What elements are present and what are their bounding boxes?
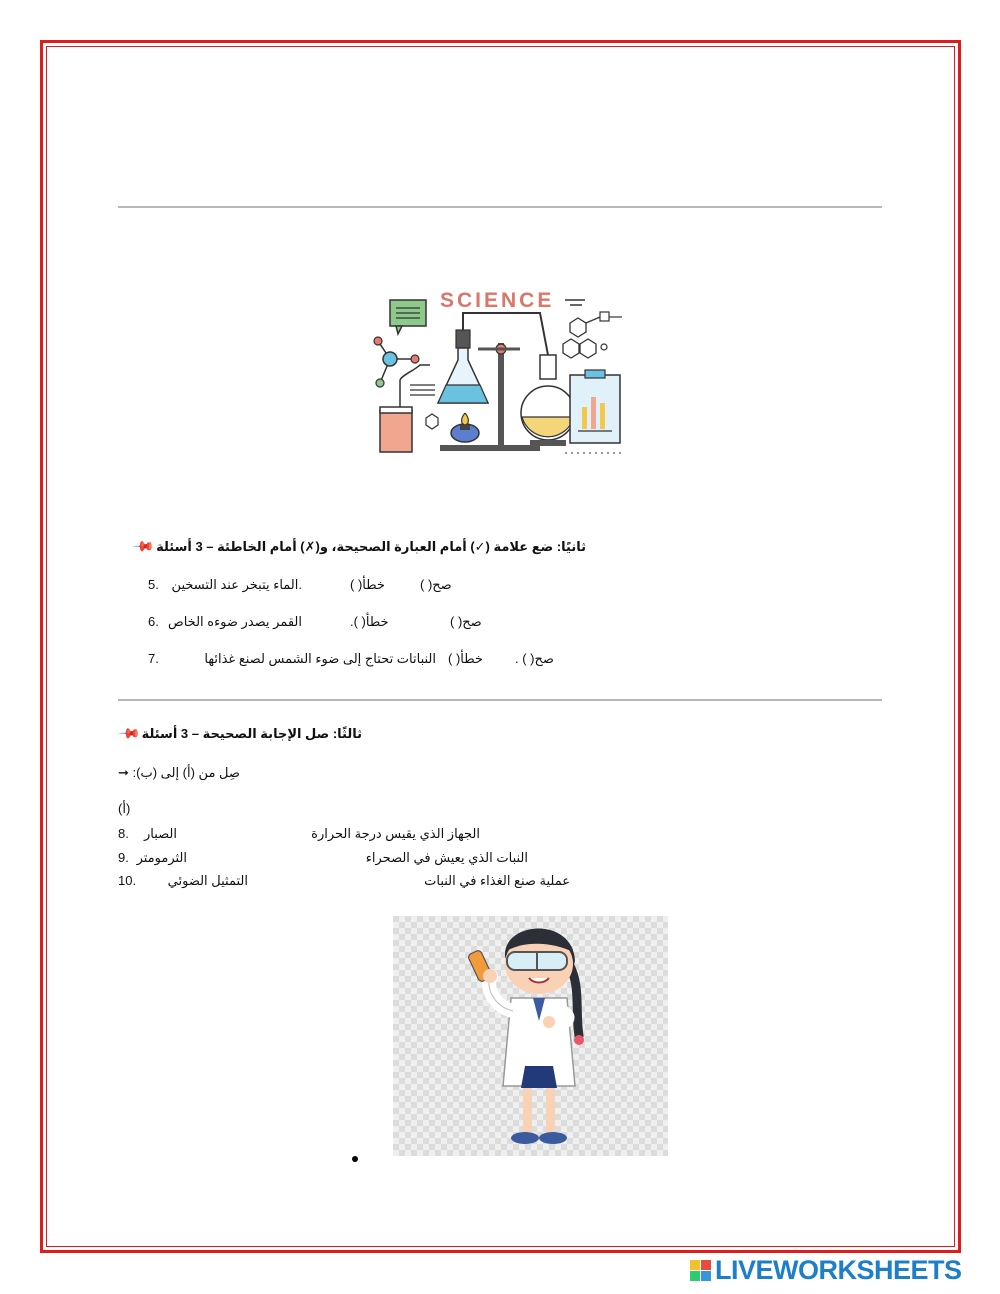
section2-item-6-wrong[interactable]: خطأ( ).	[350, 614, 389, 629]
section2-item-7-statement: النباتات تحتاج إلى ضوء الشمس لصنع غذائها	[204, 651, 436, 666]
match-row-9-number: 9.	[118, 850, 129, 865]
section2-heading	[118, 534, 586, 558]
logo-text: LIVEWORKSHEETS	[715, 1254, 962, 1285]
bullet-point	[352, 1156, 358, 1162]
section3-heading	[117, 721, 362, 745]
match-row-8-number: 8.	[118, 826, 129, 841]
pin-icon: 📌	[117, 721, 142, 745]
section2-item-6-correct[interactable]: صح( )	[450, 614, 482, 629]
section3-instruction	[118, 765, 240, 781]
match-row-8-definition[interactable]: الجهاز الذي يقيس درجة الحرارة	[311, 826, 480, 841]
science-lab-illustration	[360, 285, 630, 465]
section3-heading-text: ثالثًا: صل الإجابة الصحيحة – 3 أسئلة	[141, 726, 362, 741]
match-row-10-term[interactable]: التمثيل الضوئي	[167, 873, 248, 888]
match-row-10-number: 10.	[118, 873, 137, 888]
science-word: SCIENCE	[440, 289, 555, 312]
girl-scientist-illustration	[393, 916, 668, 1156]
match-row-10-definition[interactable]: عملية صنع الغذاء في النبات	[424, 873, 570, 888]
divider-top	[118, 206, 882, 208]
match-row-9-term[interactable]: الثرمومتر	[136, 850, 187, 865]
section2-item-5-number: 5.	[148, 577, 159, 592]
match-row-9-definition[interactable]: النبات الذي يعيش في الصحراء	[365, 850, 528, 865]
section2-item-5-wrong[interactable]: خطأ( )	[350, 577, 385, 592]
column-a-label: (أ)	[118, 801, 131, 816]
match-row-8-term[interactable]: الصبار	[143, 826, 177, 841]
pin-icon: 📌	[132, 534, 156, 558]
section2-item-7-number: 7.	[148, 651, 159, 666]
section2-item-6-number: 6.	[148, 614, 159, 629]
section2-item-7-wrong[interactable]: خطأ( )	[448, 651, 483, 666]
section2-heading-text: ثانيًا: ضع علامة (✓) أمام العبارة الصحيحة، و(✗) أمام الخاطئة – 3 أسئلة	[156, 539, 586, 554]
section3-instruction-text: صِل من (أ) إلى (ب):	[132, 765, 240, 780]
section2-item-6-statement: القمر يصدر ضوءه الخاص	[168, 614, 302, 629]
logo-badge-icon	[690, 1260, 711, 1281]
section2-item-5-statement: .الماء يتبخر عند التسخين	[171, 577, 302, 592]
section2-item-5-correct[interactable]: صح( )	[420, 577, 452, 592]
divider-middle	[118, 699, 882, 701]
section2-item-7-correct[interactable]: صح( ) .	[515, 651, 554, 666]
arrow-right-icon: ➞	[118, 765, 129, 780]
liveworksheets-logo[interactable]	[690, 1255, 962, 1285]
